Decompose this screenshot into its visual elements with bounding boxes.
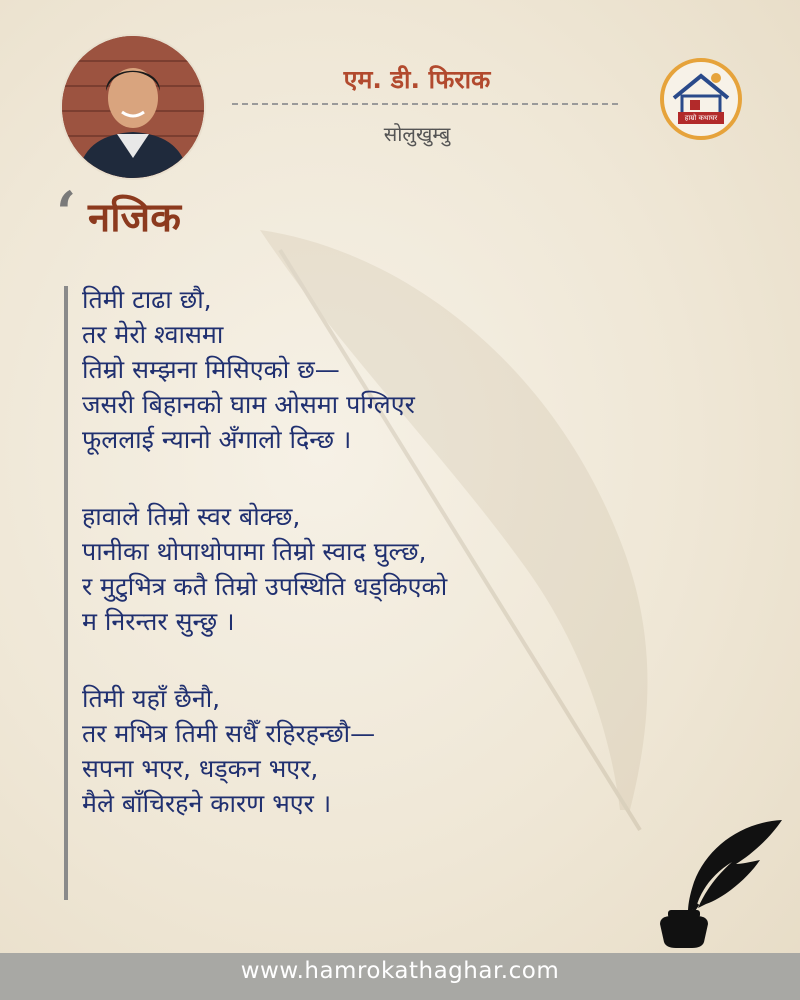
poem-body: [82, 282, 642, 863]
quill-inkpot-icon: [652, 812, 792, 952]
author-name: एम. डी. फिराक: [343, 65, 491, 94]
poem-line: हावाले तिम्रो स्वर बोक्छ,: [82, 502, 301, 531]
poem-line: तिम्रो सम्झना मिसिएको छ—: [82, 355, 340, 384]
poem-line: तर मेरो श्वासमा: [82, 320, 224, 349]
poem-line: सपना भएर, धड्कन भएर,: [82, 754, 319, 783]
poem-line: फूललाई न्यानो अँगालो दिन्छ ।: [82, 425, 352, 454]
poem-line: मैले बाँचिरहने कारण भएर ।: [82, 789, 332, 818]
poem-line: तर मभित्र तिमी सधैँ रहिरहन्छौ—: [82, 719, 376, 748]
poem-side-bar: [64, 286, 68, 900]
house-icon: [664, 62, 738, 136]
author-location: सोलुखुम्बु: [383, 122, 451, 146]
stanza: [82, 282, 642, 457]
poem-line: पानीका थोपाथोपामा तिम्रो स्वाद घुल्छ,: [82, 537, 427, 566]
stanza: [82, 499, 642, 639]
poem-line: तिमी टाढा छौ,: [82, 285, 212, 314]
stanza: [82, 681, 642, 821]
author-avatar: [62, 36, 204, 178]
poem-line: म निरन्तर सुन्छु ।: [82, 607, 235, 636]
website-link[interactable]: www.hamrokathaghar.com: [240, 958, 560, 984]
poem-title: नजिक: [88, 195, 181, 241]
site-logo: [660, 58, 742, 140]
poem-line: जसरी बिहानको घाम ओसमा पग्लिएर: [82, 390, 415, 419]
poem-line: र मुटुभित्र कतै तिम्रो उपस्थिति धड्किएको: [82, 572, 448, 601]
quote-mark-icon: ‘: [56, 179, 77, 247]
header-divider: [232, 103, 618, 105]
logo-text: हाम्रो कथाघर: [684, 114, 718, 122]
poem-line: तिमी यहाँ छैनौ,: [82, 684, 221, 713]
